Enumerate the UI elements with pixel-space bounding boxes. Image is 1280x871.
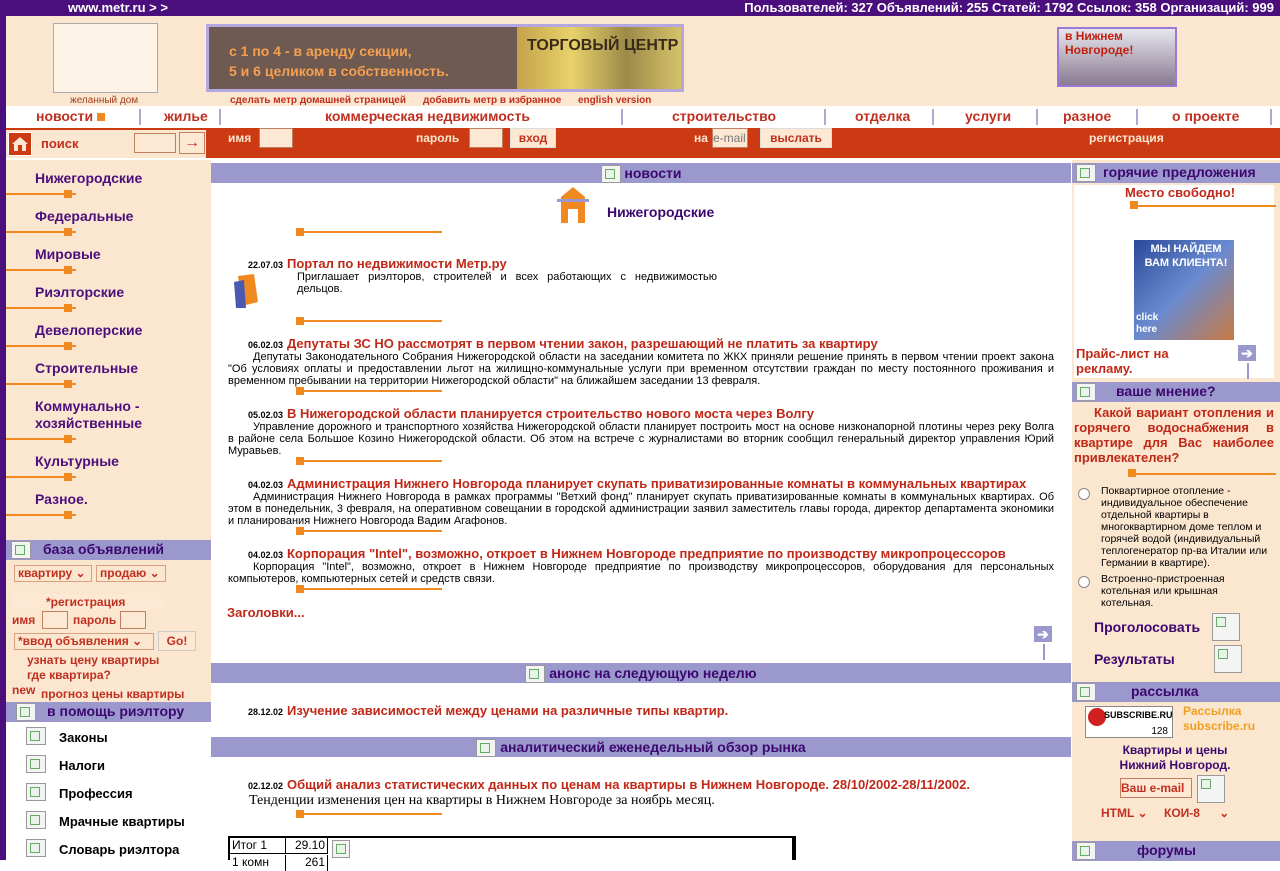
ads-title: база объявлений [43, 541, 165, 557]
menu-federalnye[interactable]: Федеральные [35, 208, 134, 224]
encoding-value: КОИ-8 [1164, 806, 1200, 820]
helper-header [6, 702, 211, 722]
menu-dot [64, 228, 72, 236]
opinion-header-icon [1076, 383, 1096, 401]
nav-separator [219, 109, 221, 125]
menu-developerskie[interactable]: Девелоперские [35, 322, 143, 338]
opinion-title: ваше мнение? [1116, 383, 1216, 399]
news-header [211, 163, 1071, 183]
ad-input-value: *ввод объявления [18, 634, 129, 648]
subscribe-count: 128 [1151, 726, 1168, 737]
table-cell-value: 261 [286, 855, 328, 871]
poll-question: Какой вариант отопления и горячего водоснабжения в квартире для Вас наиболее привлекателен? [1074, 405, 1274, 465]
news-title[interactable]: Администрация Нижнего Новгорода планирует скупать приватизированные комнаты в коммунальных квартирах [287, 476, 1027, 491]
news-date: 04.02.03 [248, 550, 284, 560]
ads-header-icon [11, 541, 31, 559]
news-text: Депутаты Законодательного Собрания Нижегородской области на заседании комитета по ЖКХ приняли решение принять в первом чтении проект закона "Об условиях оплаты и предоставлении льгот на жилищно-коммунальные услуги при временном отсутствии граждан по месту постоянного проживания и временном пребывании на территории Нижегородской области" на ближайшем заседании 13 февраля. [228, 351, 1054, 387]
ads-password-label: пароль [73, 613, 117, 627]
news-header-title: новости [624, 165, 682, 181]
new-badge: new [12, 683, 36, 697]
banner-line-2: 5 и 6 целиком в собственность. [229, 63, 449, 79]
ad-client-image[interactable] [1134, 240, 1234, 340]
nav-services[interactable]: услуги [965, 108, 1012, 124]
vote-button[interactable]: Проголосовать [1094, 619, 1201, 635]
menu-rieltorskie[interactable]: Риэлторские [35, 284, 125, 300]
hot-header-icon [1076, 164, 1096, 182]
news-divider-dot [296, 527, 304, 535]
poll-option-radio[interactable] [1078, 488, 1090, 500]
poll-divider-dot [1128, 469, 1136, 477]
helper-icon [26, 755, 46, 773]
price-list-link[interactable]: Прайс-лист на рекламу. [1076, 346, 1169, 376]
nav-separator [932, 109, 934, 125]
menu-dot [64, 511, 72, 519]
helper-item-profession[interactable]: Профессия [59, 786, 133, 801]
analytics-divider [296, 813, 442, 815]
forums-header-icon [1076, 842, 1096, 860]
site-stats: Пользователей: 327 Объявлений: 255 Статей: 1792 Ссылок: 358 Организаций: 999 [744, 0, 1274, 15]
news-divider-dot [296, 387, 304, 395]
announce-title[interactable]: Изучение зависимостей между ценами на различные типы квартир. [287, 703, 729, 718]
menu-dot [64, 435, 72, 443]
news-title[interactable]: Депутаты ЗС НО рассмотрят в первом чтении закон, разрешающий не платить за квартиру [287, 336, 878, 351]
mail-header [1072, 682, 1280, 702]
poll-option-radio[interactable] [1078, 576, 1090, 588]
hot-header [1072, 163, 1280, 183]
nav-separator [139, 109, 141, 125]
login-name-input[interactable] [259, 128, 293, 148]
nav-finishing[interactable]: отделка [855, 108, 911, 124]
helper-title: в помощь риэлтору [47, 703, 185, 719]
nav-news-marker [97, 113, 105, 121]
news-text: Управление дорожного и транспортного хозяйства Нижегородской области планирует построить мост на основе низконапорной плотины через реку Волга в районе села Большое Козино Нижегородской области. Об этом на встрече с журналистами во вторник сообщил генеральный директор управления Юрий Муравьев. [228, 421, 1054, 457]
free-place-link[interactable]: Место свободно! [1125, 185, 1236, 200]
news-date: 04.02.03 [248, 480, 284, 490]
document-icon [232, 272, 264, 312]
arrow-stem [1043, 644, 1045, 660]
ads-password-input[interactable] [120, 611, 146, 629]
results-link[interactable]: Результаты [1094, 651, 1175, 667]
news-date: 22.07.03 [248, 260, 284, 270]
analytics-text: Тенденции изменения цен на квартиры в Нижнем Новгороде за ноябрь месяц. [249, 793, 715, 808]
analytics-header-icon [476, 739, 496, 757]
forums-title: форумы [1137, 842, 1196, 858]
format-value: HTML [1101, 806, 1135, 820]
send-button[interactable]: выслать [760, 128, 832, 148]
news-date: 06.02.03 [248, 340, 284, 350]
helper-item-dictionary[interactable]: Словарь риэлтора [59, 842, 180, 857]
helper-icon [26, 839, 46, 857]
hot-title: горячие предложения [1103, 164, 1256, 180]
table-cell-label: 1 комн [230, 855, 286, 871]
hot-divider [1130, 205, 1276, 207]
announce-header [211, 663, 1071, 683]
news-divider-dot [296, 457, 304, 465]
analytics-header-title: аналитический еженедельный обзор рынка [500, 739, 806, 755]
news-header-icon [601, 165, 621, 183]
helper-item-taxes[interactable]: Налоги [59, 758, 106, 773]
login-button[interactable]: вход [510, 128, 556, 148]
search-box [6, 130, 206, 158]
ads-header [6, 540, 211, 560]
top-bar [0, 0, 1280, 16]
news-divider [296, 390, 442, 392]
main-nav [6, 106, 1280, 128]
nav-news[interactable]: новости [36, 108, 94, 124]
news-text: Приглашает риэлторов, строителей и всех работающих с недвижимостью дельцов. [297, 271, 717, 295]
menu-dot [64, 266, 72, 274]
banner-picture-text: ТОРГОВЫЙ ЦЕНТР [527, 37, 679, 54]
search-label: поиск [41, 136, 79, 151]
subscribe-link-1[interactable]: Рассылка [1183, 704, 1242, 718]
helper-item-dark-flats[interactable]: Мрачные квартиры [59, 814, 185, 829]
helper-icon [26, 783, 46, 801]
nav-misc[interactable]: разное [1063, 108, 1112, 124]
chart-image [332, 840, 350, 858]
login-password-input[interactable] [469, 128, 503, 148]
menu-kommunalnye[interactable]: Коммунально - хозяйственные [35, 398, 143, 431]
nav-commercial[interactable]: коммерческая недвижимость [325, 108, 530, 124]
format-select[interactable] [1098, 806, 1156, 823]
news-title[interactable]: Корпорация "Intel", возможно, откроет в Нижнем Новгороде предприятие по производству микропроцессоров [287, 546, 1006, 561]
vote-icon[interactable] [1212, 613, 1240, 641]
helper-icon [26, 811, 46, 829]
ad-client-text: МЫ НАЙДЕМ ВАМ КЛИЕНТА! [1144, 243, 1228, 269]
announce-date: 28.12.02 [248, 707, 284, 717]
news-divider-dot [296, 585, 304, 593]
announce-header-icon [525, 665, 545, 683]
menu-raznoe[interactable]: Разное. [35, 491, 88, 507]
ads-name-label: имя [12, 613, 36, 627]
news-divider [296, 231, 442, 233]
analytics-divider-dot [296, 810, 304, 818]
property-type-select[interactable] [14, 565, 92, 582]
property-type-value: квартиру [18, 566, 73, 580]
price-link[interactable]: узнать цену квартиры [27, 653, 160, 667]
register-link[interactable]: регистрация [1089, 131, 1164, 145]
menu-kulturnye[interactable]: Культурные [35, 453, 119, 469]
forecast-link[interactable]: прогноз цены квартиры [41, 687, 185, 701]
arrow-right-icon[interactable]: ➔ [1033, 625, 1053, 643]
chevron-down-icon: ⌄ [1137, 806, 1148, 820]
table-cell-label: Итог 1 [230, 838, 286, 854]
subscribe-link-2[interactable]: subscribe.ru [1183, 719, 1256, 733]
news-text: Корпорация "Intel", возможно, откроет в Нижнем Новгороде предприятие по производству микропроцессоров, оборудования для персональных компьютеров, компьютерных сетей и средств связи. [228, 561, 1054, 585]
mail-header-icon [1076, 683, 1096, 701]
ad-input-select[interactable] [14, 633, 154, 650]
results-icon[interactable] [1214, 645, 1242, 673]
login-name-label: имя [228, 131, 252, 145]
analytics-header [211, 737, 1071, 757]
chevron-down-icon: ⌄ [149, 566, 160, 580]
poll-divider [1130, 473, 1276, 475]
news-divider [296, 530, 442, 532]
logo-caption: желанный дом [70, 95, 139, 106]
menu-stroitelnye[interactable]: Строительные [35, 360, 139, 376]
hot-divider-dot [1130, 201, 1138, 209]
home-icon[interactable] [8, 132, 32, 156]
arrow-stem [1247, 363, 1249, 379]
nav-construction[interactable]: строительство [672, 108, 777, 124]
news-divider [296, 460, 442, 462]
nav-housing[interactable]: жилье [164, 108, 208, 124]
banner-line-1: с 1 по 4 - в аренду секции, [229, 43, 412, 59]
nav-separator [1270, 109, 1272, 125]
poll-option-text: Поквартирное отопление - индивидуальное обеспечение отдельной квартиры в многоквартирном доме теплом и горячей водой (индивидуальный теплогенератор пр-ва Италии или Германии в квартире). [1101, 485, 1268, 569]
chevron-down-icon: ⌄ [132, 634, 143, 648]
mail-title: рассылка [1131, 683, 1199, 699]
poll-option-text: Встроенно-пристроенная котельная или крышная котельная. [1101, 573, 1225, 609]
nav-separator [824, 109, 826, 125]
chevron-down-icon: ⌄ [75, 566, 86, 580]
ad-click-text: click here [1136, 312, 1159, 335]
tower-icon [557, 187, 589, 223]
nav-about[interactable]: о проекте [1172, 108, 1240, 124]
news-text: Администрация Нижнего Новгорода в рамках программы "Ветхий фонд" планирует скупать приватизированные комнаты в коммунальных квартирах. Об этом в понедельник, 3 февраля, на оперативном совещании в городской администрации заявил заместитель главы города, директор департамента экономики и планирования Нижнего Новгорода Вадим Агафонов. [228, 491, 1054, 527]
deal-type-select[interactable] [96, 565, 166, 582]
subscribe-submit-icon[interactable] [1197, 775, 1225, 803]
menu-mirovye[interactable]: Мировые [35, 246, 101, 262]
stats-table [228, 836, 796, 869]
news-title[interactable]: Портал по недвижимости Метр.ру [287, 256, 507, 271]
news-divider-dot [296, 317, 304, 325]
analytics-date: 02.12.02 [248, 781, 284, 791]
nav-separator [621, 109, 623, 125]
helper-header-icon [16, 703, 36, 721]
news-section-title: Нижегородские [607, 204, 715, 220]
search-go-button[interactable]: → [179, 132, 205, 154]
menu-dot [64, 342, 72, 350]
news-divider [296, 320, 442, 322]
ads-go-button[interactable]: Go! [158, 631, 196, 651]
subscribe-logo[interactable] [1085, 706, 1173, 738]
menu-dot [64, 380, 72, 388]
helper-icon [26, 727, 46, 745]
ad-banner[interactable] [206, 24, 684, 92]
add-favorites-link[interactable]: добавить метр в избранное [423, 95, 562, 106]
deal-type-value: продаю [100, 566, 147, 580]
city-banner-text: в Нижнем Новгороде! [1065, 29, 1134, 57]
news-title[interactable]: В Нижегородской области планируется строительство нового моста через Волгу [287, 406, 814, 421]
menu-dot [64, 304, 72, 312]
make-home-link[interactable]: сделать метр домашней страницей [230, 95, 407, 106]
nav-separator [1036, 109, 1038, 125]
where-link[interactable]: где квартира? [27, 668, 111, 682]
ads-register-link[interactable]: *регистрация [46, 595, 126, 609]
news-date: 05.02.03 [248, 410, 284, 420]
subscribe-email-input[interactable] [1120, 778, 1192, 798]
ads-name-input[interactable] [42, 611, 68, 629]
encoding-select[interactable] [1161, 806, 1247, 823]
forums-header [1072, 841, 1280, 861]
opinion-header [1072, 382, 1280, 402]
menu-dot [64, 473, 72, 481]
nav-separator [1136, 109, 1138, 125]
chevron-down-icon: ⌄ [1219, 806, 1230, 820]
headlines-link[interactable]: Заголовки... [227, 605, 305, 620]
news-divider [296, 588, 442, 590]
arrow-right-icon[interactable]: ➔ [1237, 344, 1257, 362]
login-password-label: пароль [416, 131, 460, 145]
menu-nizhegorodskie[interactable]: Нижегородские [35, 170, 143, 186]
banner-picture [517, 27, 681, 89]
analytics-title[interactable]: Общий анализ статистических данных по ценам на квартиры в Нижнем Новгороде. 28/10/2002-28/11/2002. [287, 777, 971, 792]
email-prefix: на [694, 131, 708, 145]
table-cell-value: 29.10 [286, 838, 328, 854]
news-divider-dot [296, 228, 304, 236]
helper-item-laws[interactable]: Законы [59, 730, 108, 745]
site-link[interactable]: www.metr.ru > > [68, 0, 168, 15]
search-input[interactable] [134, 133, 176, 153]
logo-image[interactable] [53, 23, 158, 93]
menu-dot [64, 190, 72, 198]
subscribe-logo-text: SUBSCRIBE.RU [1104, 710, 1173, 720]
city-banner[interactable] [1057, 27, 1177, 87]
email-input[interactable] [712, 128, 748, 148]
mail-list-name: Квартиры и цены Нижний Новгород. [1119, 743, 1231, 772]
english-version-link[interactable]: english version [578, 95, 652, 106]
announce-header-title: анонс на следующую неделю [549, 665, 757, 681]
